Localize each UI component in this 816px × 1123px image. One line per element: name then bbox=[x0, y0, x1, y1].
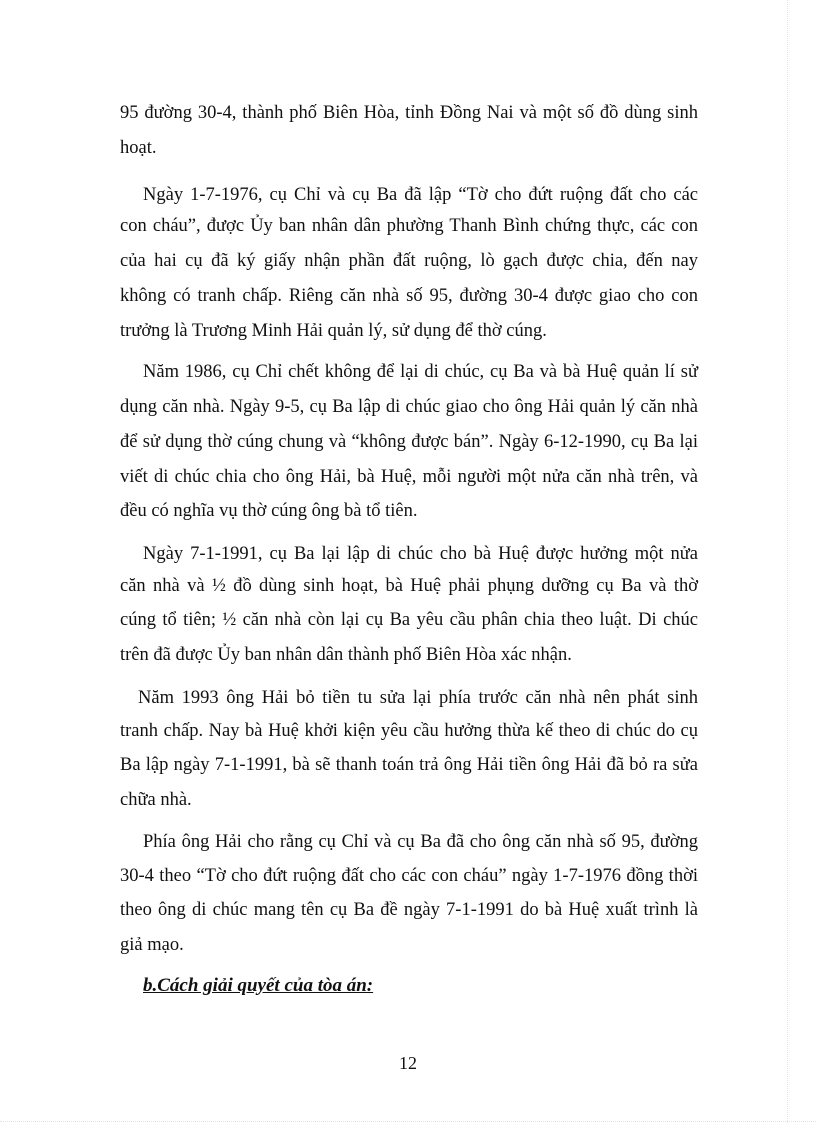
text-line: 95 đường 30-4, thành phố Biên Hòa, tỉnh Đồng Nai và một số đồ dùng sinh bbox=[120, 103, 698, 123]
text-line: 30-4 theo “Tờ cho đứt ruộng đất cho các con cháu” ngày 1-7-1976 đồng thời bbox=[120, 866, 698, 886]
text-line: trưởng là Trương Minh Hải quản lý, sử dụng để thờ cúng. bbox=[120, 321, 547, 341]
text-line: đều có nghĩa vụ thờ cúng ông bà tổ tiên. bbox=[120, 501, 418, 521]
text-line: giả mạo. bbox=[120, 935, 184, 955]
text-line: căn nhà và ½ đồ dùng sinh hoạt, bà Huệ phải phụng dưỡng cụ Ba và thờ bbox=[120, 576, 698, 596]
text-line: Phía ông Hải cho rằng cụ Chỉ và cụ Ba đã cho ông căn nhà số 95, đường bbox=[143, 832, 698, 852]
text-line: hoạt. bbox=[120, 138, 157, 158]
text-line: Năm 1993 ông Hải bỏ tiền tu sửa lại phía trước căn nhà nên phát sinh bbox=[138, 688, 698, 708]
text-line: Ngày 7-1-1991, cụ Ba lại lập di chúc cho bà Huệ được hưởng một nửa bbox=[143, 544, 698, 564]
text-line: Ba lập ngày 7-1-1991, bà sẽ thanh toán trả ông Hải tiền ông Hải đã bỏ ra sửa bbox=[120, 755, 698, 775]
section-heading: b.Cách giải quyết của tòa án: bbox=[143, 975, 374, 996]
text-line: chữa nhà. bbox=[120, 790, 192, 810]
text-line: Ngày 1-7-1976, cụ Chỉ và cụ Ba đã lập “Tờ cho đứt ruộng đất cho các bbox=[143, 185, 698, 205]
text-line: Năm 1986, cụ Chỉ chết không để lại di chúc, cụ Ba và bà Huệ quản lí sử bbox=[143, 362, 698, 382]
text-line: để sử dụng thờ cúng chung và “không được bán”. Ngày 6-12-1990, cụ Ba lại bbox=[120, 432, 698, 452]
text-line: trên đã được Ủy ban nhân dân thành phố Biên Hòa xác nhận. bbox=[120, 645, 572, 665]
text-line: con cháu”, được Ủy ban nhân dân phường Thanh Bình chứng thực, các con bbox=[120, 216, 698, 236]
text-line: viết di chúc chia cho ông Hải, bà Huệ, mỗi người một nửa căn nhà trên, và bbox=[120, 467, 698, 487]
text-line: cúng tổ tiên; ½ căn nhà còn lại cụ Ba yêu cầu phân chia theo luật. Di chúc bbox=[120, 610, 698, 630]
text-line: dụng căn nhà. Ngày 9-5, cụ Ba lập di chúc giao cho ông Hải quản lý căn nhà bbox=[120, 397, 698, 417]
page-border-right bbox=[787, 0, 788, 1123]
text-line: tranh chấp. Nay bà Huệ khởi kiện yêu cầu hưởng thừa kế theo di chúc do cụ bbox=[120, 721, 698, 741]
page-number: 12 bbox=[399, 1053, 417, 1073]
text-line: theo ông di chúc mang tên cụ Ba đề ngày 7-1-1991 do bà Huệ xuất trình là bbox=[120, 900, 698, 920]
page-border-bottom bbox=[0, 1121, 816, 1122]
text-line: không có tranh chấp. Riêng căn nhà số 95, đường 30-4 được giao cho con bbox=[120, 286, 698, 306]
text-line: của hai cụ đã ký giấy nhận phần đất ruộng, lò gạch được chia, đến nay bbox=[120, 251, 698, 271]
